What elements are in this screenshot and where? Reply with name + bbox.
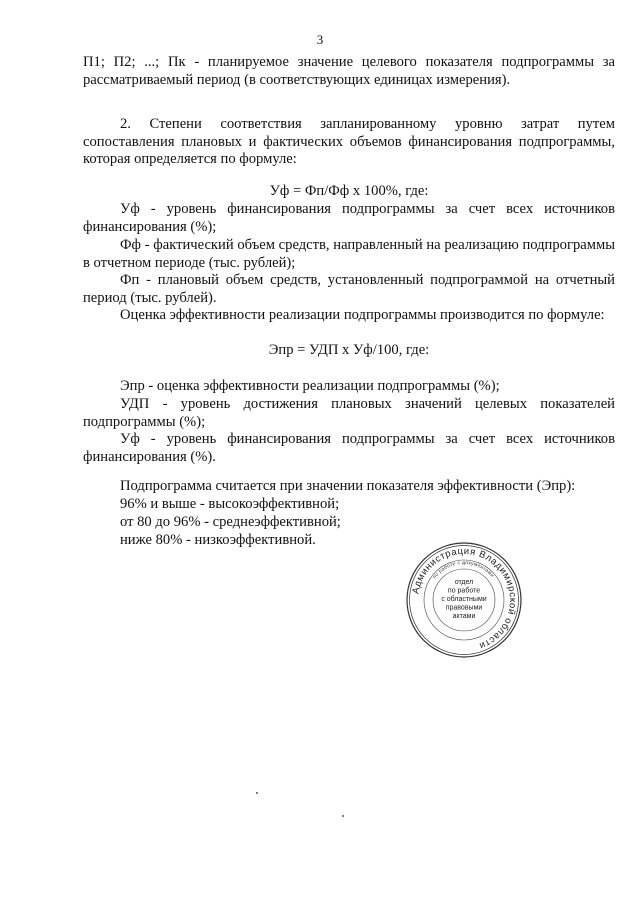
paragraph-item-2: 2. Степени соответствия запланированному уровню затрат путем сопоставления плановых и фактических объемов финансирования подпрограммы, которая определяется по формуле: <box>83 116 615 168</box>
criteria-intro: Подпрограмма считается при значении показателя эффективности (Эпр): <box>120 478 576 494</box>
seal-outer-text: Администрация Владимирской области <box>410 545 519 652</box>
definition-epr: Эпр - оценка эффективности реализации подпрограммы (%); <box>120 378 500 394</box>
page-number: 3 <box>316 32 324 47</box>
seal-center-line-2: по работе <box>447 587 481 595</box>
seal-center-line-5: актами <box>452 613 476 620</box>
criteria-low: ниже 80% - низкоэффективной. <box>120 532 316 548</box>
criteria-high: 96% и выше - высокоэффективной; <box>120 496 340 512</box>
definition-ff: Фф - фактический объем средств, направленный на реализацию подпрограммы в отчетном периоде (тыс. рублей); <box>83 237 615 271</box>
seal-center-line-1: отдел <box>454 579 474 586</box>
efficiency-intro: Оценка эффективности реализации подпрограммы производится по формуле: <box>120 307 605 323</box>
official-seal <box>404 540 524 660</box>
seal-center-line-4: правовыми <box>445 604 483 612</box>
criteria-medium: от 80 до 96% - среднеэффективной; <box>120 514 341 530</box>
formula-epr: Эпр = УДП х Уф/100, где: <box>268 342 430 358</box>
formula-uf: Уф = Фп/Фф х 100%, где: <box>269 183 429 199</box>
definition-uf: Уф - уровень финансирования подпрограммы за счет всех источников финансирования (%); <box>83 201 615 235</box>
definition-fp: Фп - плановый объем средств, установленный подпрограммой на отчетный период (тыс. рублей). <box>83 272 615 306</box>
scan-artifact-dot <box>342 815 344 817</box>
definition-udp: УДП - уровень достижения плановых значений целевых показателей подпрограммы (%); <box>83 396 615 430</box>
paragraph-p1-pk: П1; П2; ...; Пк - планируемое значение целевого показателя подпрограммы за рассматриваемый период (в соответствующих единицах измерения). <box>83 54 615 88</box>
seal-center-line-3: с областными <box>441 596 487 603</box>
definition-uf-2: Уф - уровень финансирования подпрограммы за счет всех источников финансирования (%). <box>83 431 615 465</box>
scan-artifact-dot <box>256 792 258 794</box>
seal-inner-text: по работе с документами <box>431 559 496 581</box>
